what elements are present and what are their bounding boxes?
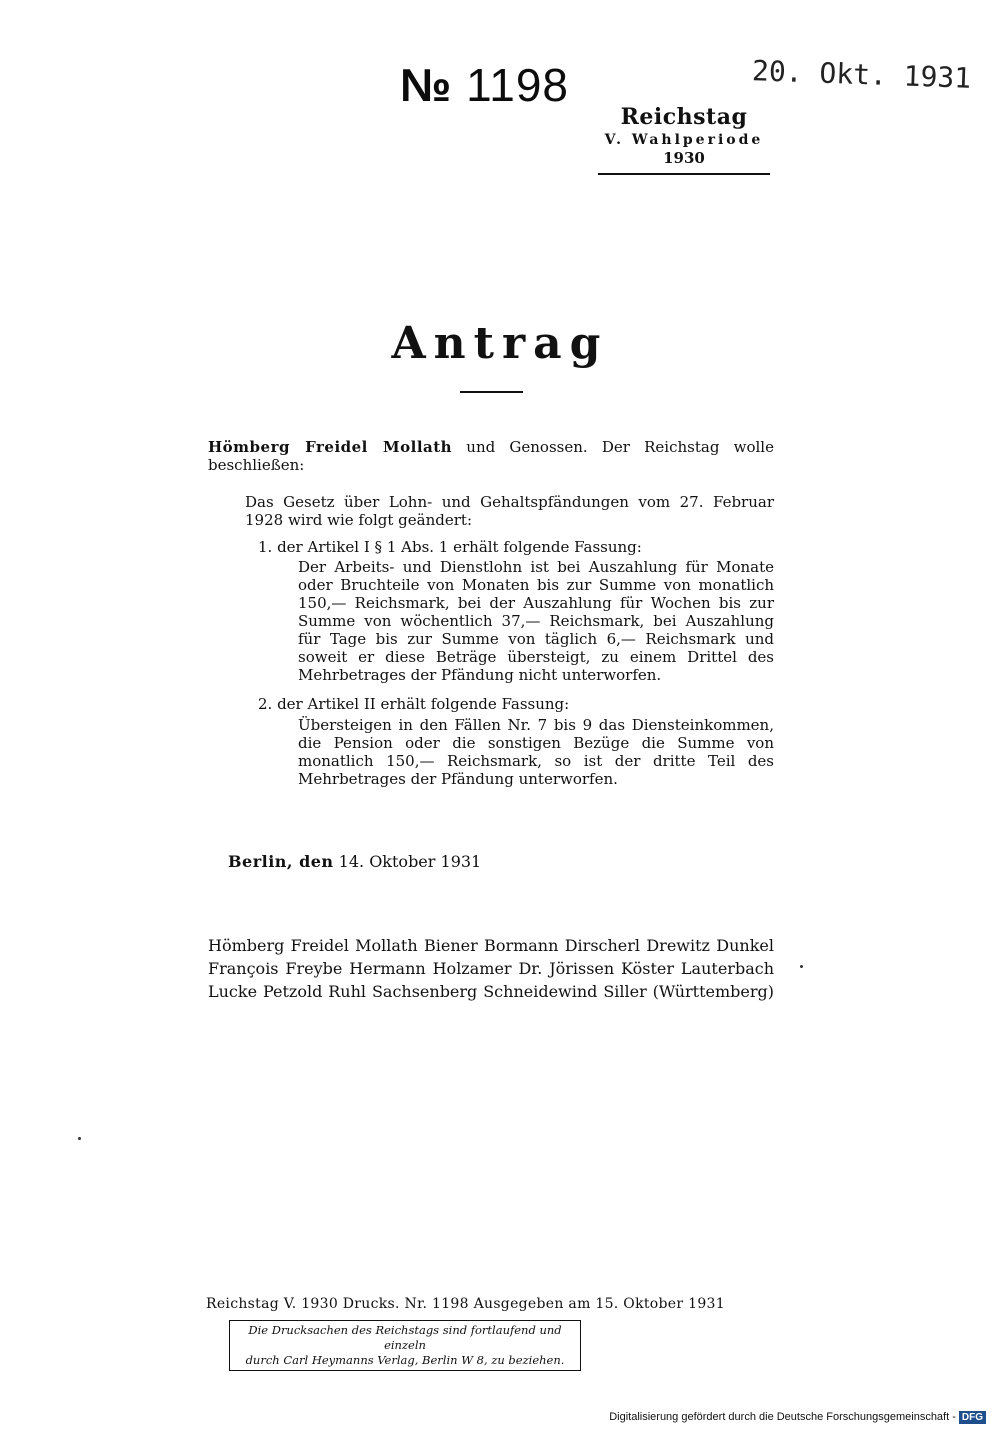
proposers: Hömberg Freidel Mollath (208, 438, 453, 456)
signatories-line-1: Hömberg Freidel Mollath Biener Bormann Dirscherl Drewitz Dunkel (208, 936, 774, 955)
header-year: 1930 (663, 149, 705, 167)
law-intro-paragraph: Das Gesetz über Lohn- und Gehaltspfändungen vom 27. Februar 1928 wird wie folgt geändert: (245, 493, 774, 529)
item-1-quote: Der Arbeits- und Dienstlohn ist bei Auszahlung für Monate oder Bruchteile von Monaten bis zur Summe von monatlich 150,— Reichsmark, bei der Auszahlung für Wochen bis zur Summe von wöchentlich 37,— Reichsmark, bei Auszahlung für Tage bis zur Summe von täglich 6,— Reichsmark und soweit er diese Beträge übersteigt, zu einem Drittel des Mehrbetrages der Pfändung nicht unterworfen. (298, 558, 774, 684)
digitization-credit (609, 1411, 986, 1424)
date-place: Berlin, den (228, 852, 334, 871)
item-1-label: 1. der Artikel I § 1 Abs. 1 erhält folgende Fassung: (258, 538, 642, 556)
document-number-value: 1198 (466, 59, 569, 111)
item-2-label: 2. der Artikel II erhält folgende Fassung: (258, 695, 570, 713)
print-footer: Reichstag V. 1930 Drucks. Nr. 1198 Ausgegeben am 15. Oktober 1931 (206, 1296, 725, 1312)
title-divider (460, 391, 523, 393)
reichstag-header (598, 104, 770, 175)
document-number (400, 58, 569, 112)
number-sign: № (400, 59, 453, 111)
scan-speck (78, 1137, 81, 1140)
page-title: Antrag (391, 318, 609, 369)
item-2-quote: Übersteigen in den Fällen Nr. 7 bis 9 das Diensteinkommen, die Pension oder die sonstigen Bezüge die Summe von monatlich 150,— Reichsmark, so ist der dritte Teil des Mehrbetrages der Pfändung unterworfen. (298, 716, 774, 788)
electoral-period: V. Wahlperiode (604, 132, 764, 148)
dfg-logo-icon: DFG (959, 1411, 986, 1424)
signatories-line-2: François Freybe Hermann Holzamer Dr. Jörissen Köster Lauterbach (208, 959, 774, 978)
received-date-stamp: 20. Okt. 1931 (751, 54, 972, 95)
intro-paragraph (208, 438, 774, 474)
digitization-text: Digitalisierung gefördert durch die Deutsche Forschungsgemeinschaft - (609, 1411, 956, 1423)
intro-text: und Genossen. Der Reichstag wolle beschließen: (208, 438, 774, 474)
signatories-line-3: Lucke Petzold Ruhl Sachsenberg Schneidewind Siller (Württemberg) (208, 982, 774, 1001)
header-divider (598, 173, 770, 175)
publisher-note-box (229, 1320, 581, 1371)
publisher-note-line-2: durch Carl Heymanns Verlag, Berlin W 8, zu beziehen. (245, 1353, 565, 1367)
publisher-note-line-1: Die Drucksachen des Reichstags sind fortlaufend und einzeln (248, 1323, 562, 1352)
institution-name: Reichstag (620, 104, 748, 130)
date-value: 14. Oktober 1931 (338, 852, 482, 871)
scan-speck (800, 965, 803, 968)
date-line (228, 852, 481, 871)
